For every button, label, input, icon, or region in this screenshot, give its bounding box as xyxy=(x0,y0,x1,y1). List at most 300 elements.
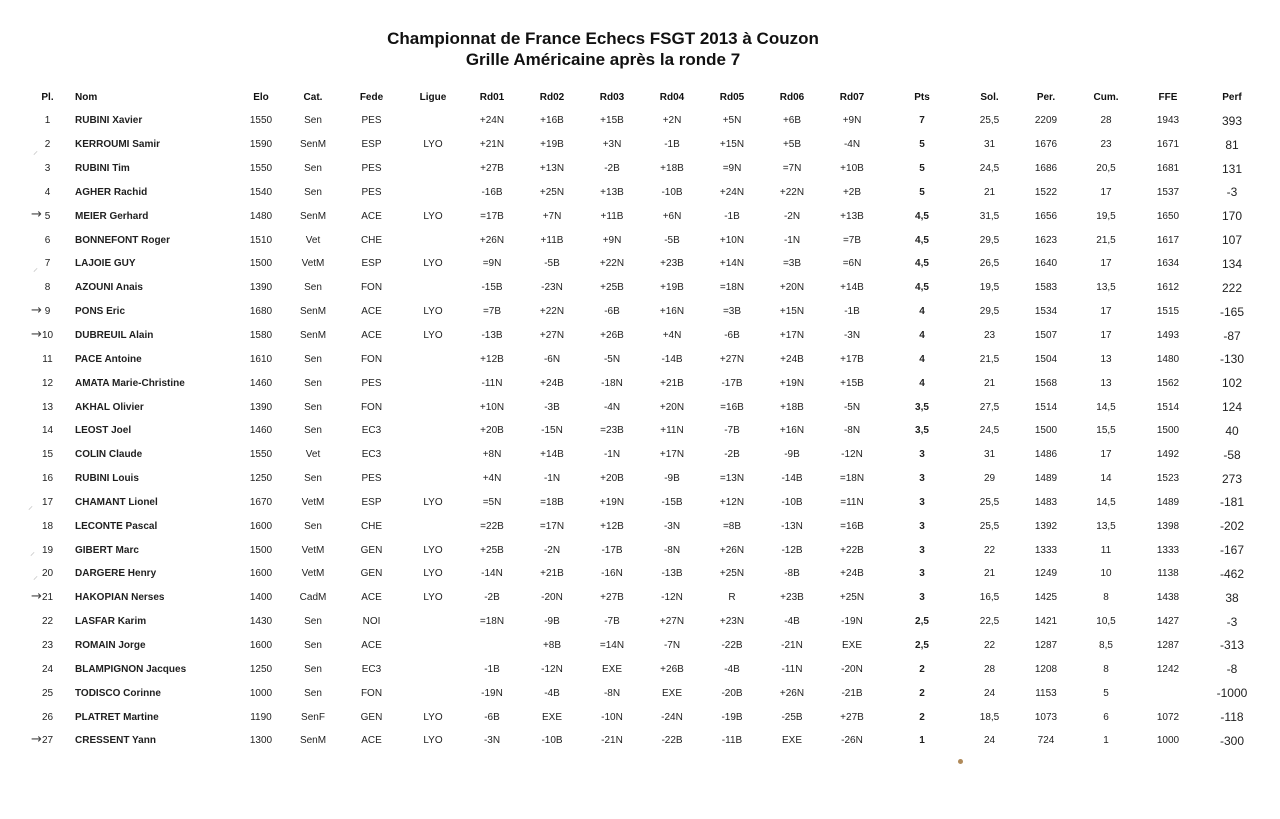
cell-round-2: -10B xyxy=(541,735,563,747)
cell-fede: CHE xyxy=(360,234,383,246)
cell-round-1: +21N xyxy=(479,139,505,151)
cell-round-1: +4N xyxy=(482,473,502,485)
cell-pts: 1 xyxy=(919,735,925,747)
cell-elo: 1500 xyxy=(249,544,273,556)
cell-round-3: -7B xyxy=(604,616,620,628)
cell-cum: 13,5 xyxy=(1096,282,1116,294)
cell-fede: ACE xyxy=(361,330,382,342)
cell-round-2: =17N xyxy=(539,520,565,532)
cell-cum: 23 xyxy=(1100,139,1112,151)
cell-ligue: LYO xyxy=(423,568,443,580)
col-header-rd03: Rd03 xyxy=(599,91,625,103)
cell-round-2: -4B xyxy=(544,687,560,699)
cell-ligue: LYO xyxy=(423,711,443,723)
cell-round-3: +11B xyxy=(600,210,624,222)
cell-per: 1489 xyxy=(1034,473,1058,485)
cell-round-5: =8B xyxy=(722,520,742,532)
cell-per: 1507 xyxy=(1034,330,1058,342)
cell-perf: 107 xyxy=(1221,233,1243,248)
table-row xyxy=(20,634,1265,658)
header-row xyxy=(20,85,1265,109)
cell-perf: 81 xyxy=(1225,137,1239,152)
cell-sol: 18,5 xyxy=(979,711,1000,723)
cell-round-5: -19B xyxy=(721,711,743,723)
cell-cum: 28 xyxy=(1100,115,1112,127)
cell-round-7: -3N xyxy=(843,330,861,342)
cell-round-5: -20B xyxy=(721,687,743,699)
cell-round-4: +20N xyxy=(659,401,685,413)
table-row xyxy=(20,610,1265,634)
cell-nom: GIBERT Marc xyxy=(75,544,139,556)
cell-perf: -8 xyxy=(1226,662,1238,677)
cell-ffe: 1398 xyxy=(1156,520,1180,532)
cell-sol: 24,5 xyxy=(979,425,1000,437)
table-row xyxy=(20,371,1265,395)
cell-ligue xyxy=(404,634,462,658)
cell-nom: BLAMPIGNON Jacques xyxy=(75,663,187,675)
cell-round-3: -6B xyxy=(604,306,620,318)
cell-round-5: =9N xyxy=(722,163,742,175)
cell-round-5: -22B xyxy=(721,639,743,651)
cell-round-3: =23B xyxy=(600,425,624,437)
cell-ffe: 1287 xyxy=(1156,639,1180,651)
cell-sol: 29,5 xyxy=(979,306,1000,318)
col-header-rd06: Rd06 xyxy=(779,91,805,103)
cell-cat: SenF xyxy=(301,711,325,723)
cell-pl: 13 xyxy=(41,401,54,413)
cell-round-2: -2N xyxy=(543,544,561,556)
cell-fede: ACE xyxy=(361,306,382,318)
cell-nom: LASFAR Karim xyxy=(75,616,147,628)
cell-round-4: EXE xyxy=(661,687,682,699)
cell-cum: 10 xyxy=(1100,568,1112,580)
cell-round-6: -8B xyxy=(784,568,800,580)
cell-round-6: -10B xyxy=(781,496,803,508)
cell-round-1: +8N xyxy=(482,449,502,461)
cell-round-4: +21B xyxy=(660,377,684,389)
cell-sol: 21 xyxy=(983,186,996,198)
cell-round-7: +24B xyxy=(840,568,864,580)
cell-elo: 1250 xyxy=(249,473,273,485)
cell-ffe: 1634 xyxy=(1156,258,1180,270)
cell-round-1: -1B xyxy=(484,663,500,675)
cell-pts: 4 xyxy=(919,377,925,389)
cell-round-3: -5N xyxy=(603,353,621,365)
col-header-cum: Cum. xyxy=(1093,91,1119,103)
cell-fede: NOI xyxy=(362,616,381,628)
cell-round-4: -15B xyxy=(661,496,683,508)
cell-round-3: +19N xyxy=(599,496,625,508)
cell-cat: Sen xyxy=(304,616,322,628)
cell-perf: 131 xyxy=(1221,161,1243,176)
cell-round-3: +12B xyxy=(600,520,624,532)
cell-cum: 14,5 xyxy=(1096,496,1116,508)
cell-fede: GEN xyxy=(360,544,383,556)
cell-perf: -3 xyxy=(1226,185,1238,200)
cell-cum: 17 xyxy=(1100,306,1112,318)
cell-ligue: LYO xyxy=(423,735,443,747)
cell-pts: 2 xyxy=(919,663,925,675)
cell-perf: -130 xyxy=(1219,352,1245,367)
table-row xyxy=(20,109,1265,133)
cell-cat: VetM xyxy=(301,544,325,556)
cell-per: 2209 xyxy=(1034,115,1058,127)
cell-elo: 1550 xyxy=(249,115,273,127)
table-row xyxy=(20,586,1265,610)
cell-ffe: 1537 xyxy=(1156,186,1180,198)
cell-pl: 6 xyxy=(44,234,51,246)
cell-round-6: +17N xyxy=(779,330,805,342)
cell-round-6: -21N xyxy=(781,639,803,651)
cell-ligue xyxy=(404,657,462,681)
cell-round-4: +4N xyxy=(662,330,682,342)
cell-round-5: +27N xyxy=(719,353,745,365)
cell-pts: 3,5 xyxy=(915,425,929,437)
cell-round-7: +22B xyxy=(840,544,864,556)
table-row xyxy=(20,252,1265,276)
cell-round-4: +11N xyxy=(660,425,684,437)
cell-fede: PES xyxy=(361,163,382,175)
standings-body xyxy=(20,109,1265,753)
cell-nom: ROMAIN Jorge xyxy=(75,639,146,651)
col-header-fede: Fede xyxy=(359,91,384,103)
cell-cat: Sen xyxy=(304,520,322,532)
cell-sol: 31 xyxy=(983,449,996,461)
cell-round-6: +18B xyxy=(780,401,804,413)
cell-round-6: +19N xyxy=(779,377,805,389)
cell-round-3: -4N xyxy=(603,401,621,413)
cell-round-2: -20N xyxy=(541,592,563,604)
cell-round-6: +16N xyxy=(779,425,805,437)
cell-round-4: -22B xyxy=(661,735,683,747)
cell-round-6: +26N xyxy=(779,687,805,699)
cell-round-5: -17B xyxy=(721,377,743,389)
cell-pts: 7 xyxy=(919,115,925,127)
cell-perf: 273 xyxy=(1221,471,1243,486)
cell-cat: Sen xyxy=(304,353,322,365)
cell-perf: -58 xyxy=(1223,447,1241,462)
table-row xyxy=(20,538,1265,562)
cell-pl: 23 xyxy=(41,639,54,651)
cell-round-7: +9N xyxy=(842,115,862,127)
handwritten-arrow-icon: → xyxy=(31,207,42,223)
cell-round-4: -1B xyxy=(664,139,680,151)
table-row xyxy=(20,395,1265,419)
cell-round-7: -1B xyxy=(844,306,860,318)
cell-round-5: -1B xyxy=(724,210,740,222)
cell-elo: 1600 xyxy=(249,520,273,532)
cell-pts: 5 xyxy=(919,139,925,151)
cell-round-1: +24N xyxy=(479,115,505,127)
cell-round-7: -19N xyxy=(841,616,863,628)
cell-elo: 1580 xyxy=(249,330,273,342)
cell-round-1: -2B xyxy=(484,592,500,604)
col-header-elo: Elo xyxy=(253,91,269,103)
cell-round-2: +11B xyxy=(540,234,564,246)
cell-cum: 11 xyxy=(1100,544,1112,556)
cell-per: 1583 xyxy=(1034,282,1058,294)
cell-elo: 1550 xyxy=(249,163,273,175)
cell-fede: GEN xyxy=(360,711,383,723)
cell-pl: 7 xyxy=(44,258,51,270)
cell-round-6: -9B xyxy=(784,449,800,461)
cell-pl: 5 xyxy=(44,210,51,222)
cell-elo: 1190 xyxy=(250,711,272,723)
cell-fede: GEN xyxy=(360,568,383,580)
cell-round-4: +6N xyxy=(662,210,682,222)
cell-round-2: -3B xyxy=(544,401,560,413)
cell-round-7: +13B xyxy=(840,210,864,222)
cell-ffe: 1489 xyxy=(1156,496,1180,508)
cell-round-4: +2N xyxy=(662,115,682,127)
cell-per: 1686 xyxy=(1034,163,1058,175)
cell-round-4: -12N xyxy=(661,592,683,604)
cell-nom: AZOUNI Anais xyxy=(75,282,143,294)
cell-ffe: 1612 xyxy=(1156,282,1180,294)
table-row xyxy=(20,705,1265,729)
cell-sol: 24,5 xyxy=(979,163,1000,175)
cell-round-1: -16B xyxy=(481,186,503,198)
cell-fede: FON xyxy=(360,353,383,365)
cell-elo: 1480 xyxy=(249,210,273,222)
cell-round-1 xyxy=(462,634,522,658)
cell-round-1: +20B xyxy=(480,425,504,437)
cell-round-1: +27B xyxy=(480,163,504,175)
cell-round-1: =22B xyxy=(480,520,504,532)
cell-round-7: =7B xyxy=(842,234,862,246)
cell-cum: 20,5 xyxy=(1096,163,1116,175)
cell-round-1: +12B xyxy=(480,353,504,365)
cell-cat: Sen xyxy=(304,687,322,699)
cell-round-2: -5B xyxy=(544,258,560,270)
cell-round-3: -17B xyxy=(601,544,623,556)
cell-round-7: =11N xyxy=(840,496,864,508)
pen-mark: ⸝ xyxy=(33,263,38,274)
cell-round-5: -11B xyxy=(721,735,743,747)
cell-elo: 1430 xyxy=(249,616,273,628)
cell-round-4: -13B xyxy=(661,568,683,580)
cell-elo: 1600 xyxy=(249,568,273,580)
table-row xyxy=(20,514,1265,538)
cell-cum: 13 xyxy=(1100,377,1112,389)
cell-round-3: =14N xyxy=(599,639,625,651)
cell-cat: Sen xyxy=(304,639,322,651)
cell-round-4: -5B xyxy=(664,234,680,246)
cell-round-1: -6B xyxy=(484,711,500,723)
cell-pts: 2,5 xyxy=(915,639,929,651)
cell-round-7: +10B xyxy=(840,163,864,175)
cell-round-7: +2B xyxy=(842,186,862,198)
cell-per: 1500 xyxy=(1034,425,1058,437)
cell-per: 1208 xyxy=(1034,663,1058,675)
cell-cum: 15,5 xyxy=(1096,425,1116,437)
cell-round-6: -13N xyxy=(781,520,803,532)
cell-fede: PES xyxy=(361,473,382,485)
handwritten-arrow-icon: → xyxy=(31,302,42,318)
cell-perf: 222 xyxy=(1221,280,1243,295)
cell-nom: AMATA Marie-Christine xyxy=(75,377,185,389)
cell-perf: -3 xyxy=(1226,614,1238,629)
cell-round-3: +27B xyxy=(600,592,624,604)
cell-round-5: +24N xyxy=(719,186,745,198)
col-header-rd02: Rd02 xyxy=(539,91,565,103)
cell-round-5: +26N xyxy=(719,544,745,556)
cell-pts: 4,5 xyxy=(915,258,929,270)
cell-round-6: =3B xyxy=(782,258,802,270)
cell-perf: -313 xyxy=(1219,638,1245,653)
cell-per: 1486 xyxy=(1034,449,1058,461)
cell-sol: 27,5 xyxy=(979,401,1000,413)
standings-table xyxy=(20,85,1265,753)
table-row xyxy=(20,443,1265,467)
page-subtitle: Grille Américaine après la ronde 7 xyxy=(465,50,741,69)
cell-per: 1483 xyxy=(1034,496,1058,508)
cell-round-3: +15B xyxy=(600,115,624,127)
cell-round-1: -11N xyxy=(481,377,503,389)
cell-cum: 5 xyxy=(1103,687,1109,699)
cell-round-2: -6N xyxy=(543,353,561,365)
cell-pts: 3 xyxy=(919,592,925,604)
cell-round-4: +18B xyxy=(660,163,684,175)
cell-round-4: +23B xyxy=(660,258,684,270)
cell-round-5: +23N xyxy=(719,616,745,628)
cell-round-2: +21B xyxy=(540,568,564,580)
cell-ffe: 1333 xyxy=(1156,544,1180,556)
cell-round-2: -12N xyxy=(541,663,563,675)
cell-pl: 8 xyxy=(44,282,51,294)
cell-round-5: +25N xyxy=(719,568,745,580)
cell-elo: 1390 xyxy=(249,282,273,294)
cell-pl: 15 xyxy=(41,449,54,461)
cell-round-3: -2B xyxy=(604,163,620,175)
cell-per: 1640 xyxy=(1034,258,1058,270)
table-row xyxy=(20,324,1265,348)
cell-ffe: 1493 xyxy=(1156,330,1180,342)
col-header-sol: Sol. xyxy=(980,91,999,103)
pen-mark: ⸝ xyxy=(28,501,33,512)
cell-fede: FON xyxy=(360,282,383,294)
cell-elo: 1460 xyxy=(249,377,273,389)
cell-pts: 2 xyxy=(919,711,925,723)
cell-round-2: -9B xyxy=(544,616,560,628)
cell-pl: 4 xyxy=(44,186,51,198)
cell-perf: 170 xyxy=(1221,209,1243,224)
cell-pl: 26 xyxy=(41,711,54,723)
table-row xyxy=(20,491,1265,515)
cell-elo: 1670 xyxy=(249,496,273,508)
cell-pts: 3 xyxy=(919,568,925,580)
table-row xyxy=(20,228,1265,252)
cell-ffe: 1562 xyxy=(1156,377,1180,389)
col-header-ffe: FFE xyxy=(1158,91,1178,103)
cell-round-7: =6N xyxy=(842,258,862,270)
cell-nom: PACE Antoine xyxy=(75,353,142,365)
table-row xyxy=(20,300,1265,324)
cell-fede: ESP xyxy=(361,258,382,270)
cell-perf: -181 xyxy=(1219,495,1245,510)
cell-round-6: -1N xyxy=(783,234,801,246)
cell-pl: 2 xyxy=(44,139,51,151)
cell-round-1: -19N xyxy=(481,687,503,699)
cell-ffe: 1671 xyxy=(1156,139,1180,151)
cell-round-5: +15N xyxy=(719,139,745,151)
cell-per: 724 xyxy=(1037,735,1055,747)
cell-cum: 8 xyxy=(1103,663,1109,675)
cell-ffe: 1500 xyxy=(1156,425,1180,437)
cell-ffe: 1515 xyxy=(1156,306,1180,318)
cell-ligue: LYO xyxy=(423,544,443,556)
cell-perf: 393 xyxy=(1221,113,1243,128)
cell-round-1: -3N xyxy=(483,735,501,747)
cell-per: 1623 xyxy=(1034,234,1058,246)
cell-sol: 22 xyxy=(983,544,996,556)
cell-nom: DARGERE Henry xyxy=(75,568,157,580)
cell-round-1: +26N xyxy=(479,234,505,246)
cell-cat: VetM xyxy=(301,568,325,580)
cell-nom: AKHAL Olivier xyxy=(75,401,144,413)
cell-cat: Vet xyxy=(305,234,321,246)
cell-round-4: +26B xyxy=(660,663,684,675)
cell-round-3: +20B xyxy=(600,473,624,485)
cell-fede: EC3 xyxy=(361,663,382,675)
cell-ffe: 1072 xyxy=(1156,711,1180,723)
cell-sol: 16,5 xyxy=(979,592,1000,604)
cell-fede: PES xyxy=(361,377,382,389)
cell-round-6: -2N xyxy=(783,210,801,222)
cell-sol: 25,5 xyxy=(979,520,1000,532)
cell-cum: 14,5 xyxy=(1096,401,1116,413)
cell-round-2: -15N xyxy=(541,425,563,437)
cell-round-2: -1N xyxy=(543,473,561,485)
cell-round-4: -3N xyxy=(663,520,681,532)
table-row xyxy=(20,157,1265,181)
cell-round-5: R xyxy=(728,592,736,604)
table-row xyxy=(20,562,1265,586)
cell-cat: Sen xyxy=(304,115,322,127)
cell-fede: ACE xyxy=(361,592,382,604)
cell-ligue xyxy=(404,276,462,300)
cell-round-1: =9N xyxy=(482,258,502,270)
cell-nom: MEIER Gerhard xyxy=(75,210,149,222)
cell-round-6: -11N xyxy=(781,663,803,675)
cell-cat: CadM xyxy=(299,592,327,604)
cell-pts: 4 xyxy=(919,353,925,365)
cell-round-4: -7N xyxy=(663,639,681,651)
cell-round-6: +24B xyxy=(780,353,804,365)
cell-round-6: -25B xyxy=(781,711,803,723)
cell-round-2: +8B xyxy=(542,639,562,651)
cell-cum: 13 xyxy=(1100,353,1112,365)
cell-nom: AGHER Rachid xyxy=(75,186,148,198)
cell-round-3: -8N xyxy=(603,687,621,699)
cell-sol: 22 xyxy=(983,639,996,651)
cell-pl: 22 xyxy=(41,616,54,628)
cell-ligue xyxy=(404,443,462,467)
cell-round-3: -18N xyxy=(601,377,623,389)
pen-mark: ⸝ xyxy=(30,547,35,558)
cell-ffe: 1138 xyxy=(1157,568,1179,580)
cell-cat: SenM xyxy=(299,139,327,151)
cell-cum: 8,5 xyxy=(1099,639,1113,651)
cell-per: 1287 xyxy=(1034,639,1058,651)
cell-pl: 20 xyxy=(41,568,54,580)
cell-round-3: +13B xyxy=(600,186,624,198)
cell-per: 1568 xyxy=(1034,377,1058,389)
cell-round-7: -4N xyxy=(843,139,861,151)
handwritten-arrow-icon: → xyxy=(31,326,42,342)
cell-round-2: +25N xyxy=(539,186,565,198)
cell-nom: CRESSENT Yann xyxy=(75,735,156,747)
